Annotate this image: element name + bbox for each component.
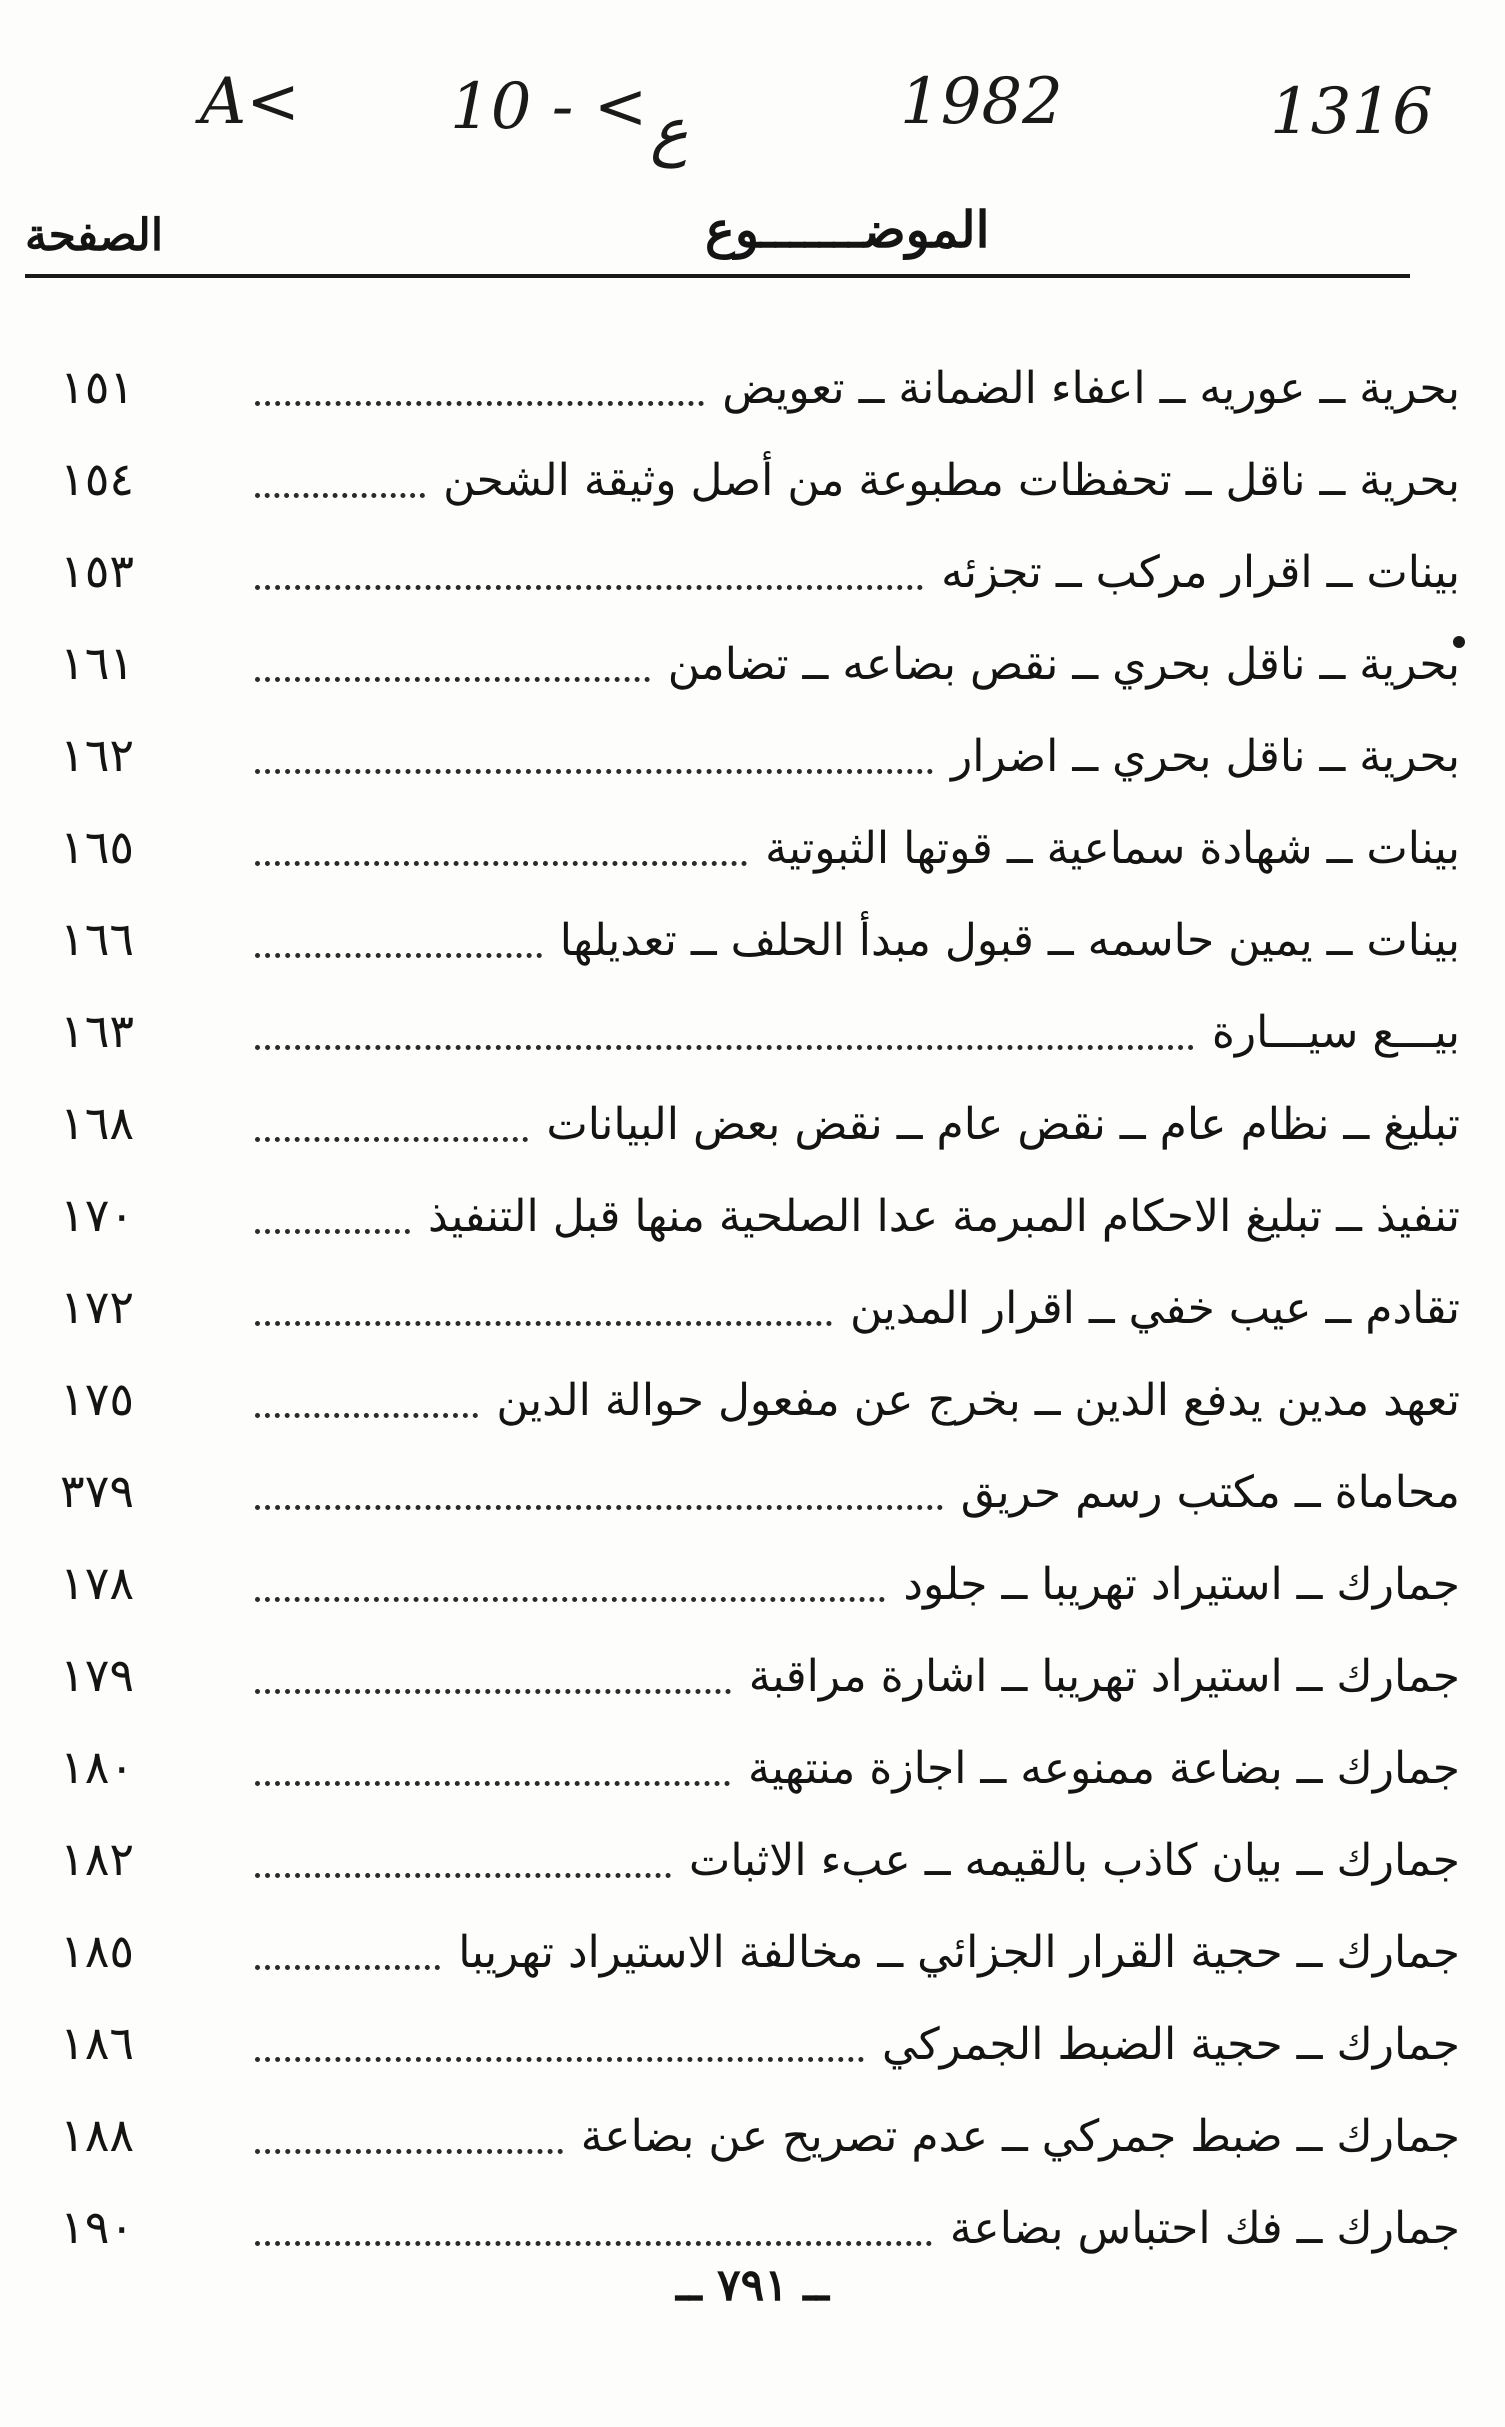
toc-entry-title: جمارك ــ بضاعة ممنوعه ــ اجازة منتهية [748, 1743, 1460, 1794]
toc-leader-dots [255, 1045, 1194, 1050]
toc-entry-page: ١٦٨ [60, 1096, 135, 1150]
toc-entry [60, 1526, 1460, 1616]
toc-entry-title: جمارك ــ استيراد تهريبا ــ جلود [903, 1559, 1460, 1610]
toc-entry-title: بينات ــ اقرار مركب ــ تجزئه [941, 547, 1460, 598]
toc-entry-title: جمارك ــ حجية القرار الجزائي ــ مخالفة الاستيراد تهريبا [458, 1927, 1460, 1978]
toc-entry [60, 1066, 1460, 1156]
toc-entry-page: ١٨٢ [60, 1832, 135, 1886]
toc-leader-dots [255, 1229, 410, 1234]
toc-entry-title: جمارك ــ حجية الضبط الجمركي [882, 2019, 1460, 2070]
toc-entry-title: بحرية ــ ناقل ــ تحفظات مطبوعة من أصل وثيقة الشحن [443, 455, 1460, 506]
toc-entry-page: ١٦٦ [60, 912, 135, 966]
toc-entry-page: ١٦٢ [60, 728, 135, 782]
toc-leader-dots [255, 861, 747, 866]
subject-column-heading: الموضـــــــوع [705, 200, 990, 259]
toc-leader-dots [255, 2241, 932, 2246]
toc-leader-dots [255, 401, 704, 406]
toc-entry-page: ١٨٨ [60, 2108, 135, 2162]
toc-entry-page: ١٥٤ [60, 452, 135, 506]
handwritten-note: A< [200, 65, 300, 139]
toc-entry-title: جمارك ــ ضبط جمركي ــ عدم تصريح عن بضاعة [580, 2111, 1460, 2162]
toc-entry-title: تبليغ ــ نظام عام ــ نقض عام ــ نقض بعض البيانات [546, 1099, 1460, 1150]
toc-entry [60, 1802, 1460, 1892]
toc-entry-title: محاماة ــ مكتب رسم حريق [960, 1467, 1460, 1518]
toc-entry-title: تعهد مدين يدفع الدين ــ بخرج عن مفعول حوالة الدين [496, 1375, 1460, 1426]
toc-entry-title: بحرية ــ ناقل بحري ــ اضرار [951, 731, 1460, 782]
toc-header [25, 200, 1410, 280]
toc-leader-dots [255, 953, 542, 958]
toc-entry [60, 422, 1460, 512]
toc-leader-dots [255, 1137, 528, 1142]
toc-leader-dots [255, 1413, 478, 1418]
toc-entry [60, 330, 1460, 420]
toc-leader-dots [255, 677, 650, 682]
toc-entry-title: بينات ــ يمين حاسمه ــ قبول مبدأ الحلف ــ تعديلها [559, 915, 1460, 966]
toc-leader-dots [255, 1505, 943, 1510]
toc-entry [60, 1158, 1460, 1248]
toc-entry [60, 2078, 1460, 2168]
toc-entry [60, 514, 1460, 604]
toc-leader-dots [255, 2057, 864, 2062]
toc-entry-page: ٣٧٩ [60, 1464, 135, 1518]
handwritten-notes [0, 40, 1505, 180]
toc-leader-dots [255, 2149, 563, 2154]
toc-entry [60, 974, 1460, 1064]
page-column-heading: الصفحة [25, 210, 164, 261]
toc-leader-dots [255, 1873, 671, 1878]
toc-entry-title: بيـــع سيـــارة [1211, 1007, 1460, 1058]
toc-entry [60, 882, 1460, 972]
toc-entry-page: ١٦٥ [60, 820, 135, 874]
toc-entry-page: ١٦٣ [60, 1004, 135, 1058]
toc-entry-title: بحرية ــ ناقل بحري ــ نقص بضاعه ــ تضامن [667, 639, 1460, 690]
toc-entry-page: ١٧٠ [60, 1188, 135, 1242]
toc-entry [60, 1710, 1460, 1800]
toc-entry [60, 606, 1460, 696]
toc-entry-title: جمارك ــ استيراد تهريبا ــ اشارة مراقبة [748, 1651, 1460, 1702]
toc-entry [60, 1618, 1460, 1708]
toc-leader-dots [255, 1965, 440, 1970]
toc-entry-page: ١٥٣ [60, 544, 135, 598]
toc-leader-dots [255, 1597, 885, 1602]
toc-entry-page: ١٧٩ [60, 1648, 135, 1702]
toc-entry-page: ١٧٢ [60, 1280, 135, 1334]
toc-entry-title: بحرية ــ عوريه ــ اعفاء الضمانة ــ تعويض [722, 363, 1460, 414]
toc-entry [60, 1342, 1460, 1432]
toc-entry-page: ١٨٠ [60, 1740, 135, 1794]
page-number: ــ ٧٩١ ــ [675, 2260, 830, 2311]
toc-entry [60, 790, 1460, 880]
toc-entry [60, 698, 1460, 788]
toc-entry-page: ١٥١ [60, 360, 135, 414]
toc-leader-dots [255, 1321, 832, 1326]
toc-leader-dots [255, 1781, 730, 1786]
toc-leader-dots [255, 585, 923, 590]
toc-leader-dots [255, 769, 933, 774]
toc-entry [60, 1894, 1460, 1984]
toc-entry-title: جمارك ــ بيان كاذب بالقيمه ــ عبء الاثبات [688, 1835, 1460, 1886]
toc-entry-page: ١٨٦ [60, 2016, 135, 2070]
toc-entry [60, 1986, 1460, 2076]
toc-entry-title: تنفيذ ــ تبليغ الاحكام المبرمة عدا الصلحية منها قبل التنفيذ [427, 1191, 1460, 1242]
toc-entry-title: تقادم ــ عيب خفي ــ اقرار المدين [849, 1283, 1460, 1334]
toc-entry [60, 1434, 1460, 1524]
toc-entry-page: ١٧٨ [60, 1556, 135, 1610]
header-divider [25, 274, 1410, 278]
handwritten-note: 1316 [1270, 75, 1433, 149]
toc-entry-title: بينات ــ شهادة سماعية ــ قوتها الثبوتية [765, 823, 1460, 874]
toc-entry-page: ١٧٥ [60, 1372, 135, 1426]
toc-entry [60, 1250, 1460, 1340]
toc-leader-dots [255, 1689, 731, 1694]
handwritten-note: 1982 [900, 65, 1063, 139]
toc-entry-page: ١٨٥ [60, 1924, 135, 1978]
toc-leader-dots [255, 493, 425, 498]
toc-entry-title: جمارك ــ فك احتباس بضاعة [949, 2203, 1460, 2254]
toc-entry [60, 2170, 1460, 2260]
toc-entry-page: ١٦١ [60, 636, 135, 690]
handwritten-note: ع [650, 95, 689, 169]
toc-entry-page: ١٩٠ [60, 2200, 135, 2254]
handwritten-note: 10 - < [450, 70, 648, 144]
